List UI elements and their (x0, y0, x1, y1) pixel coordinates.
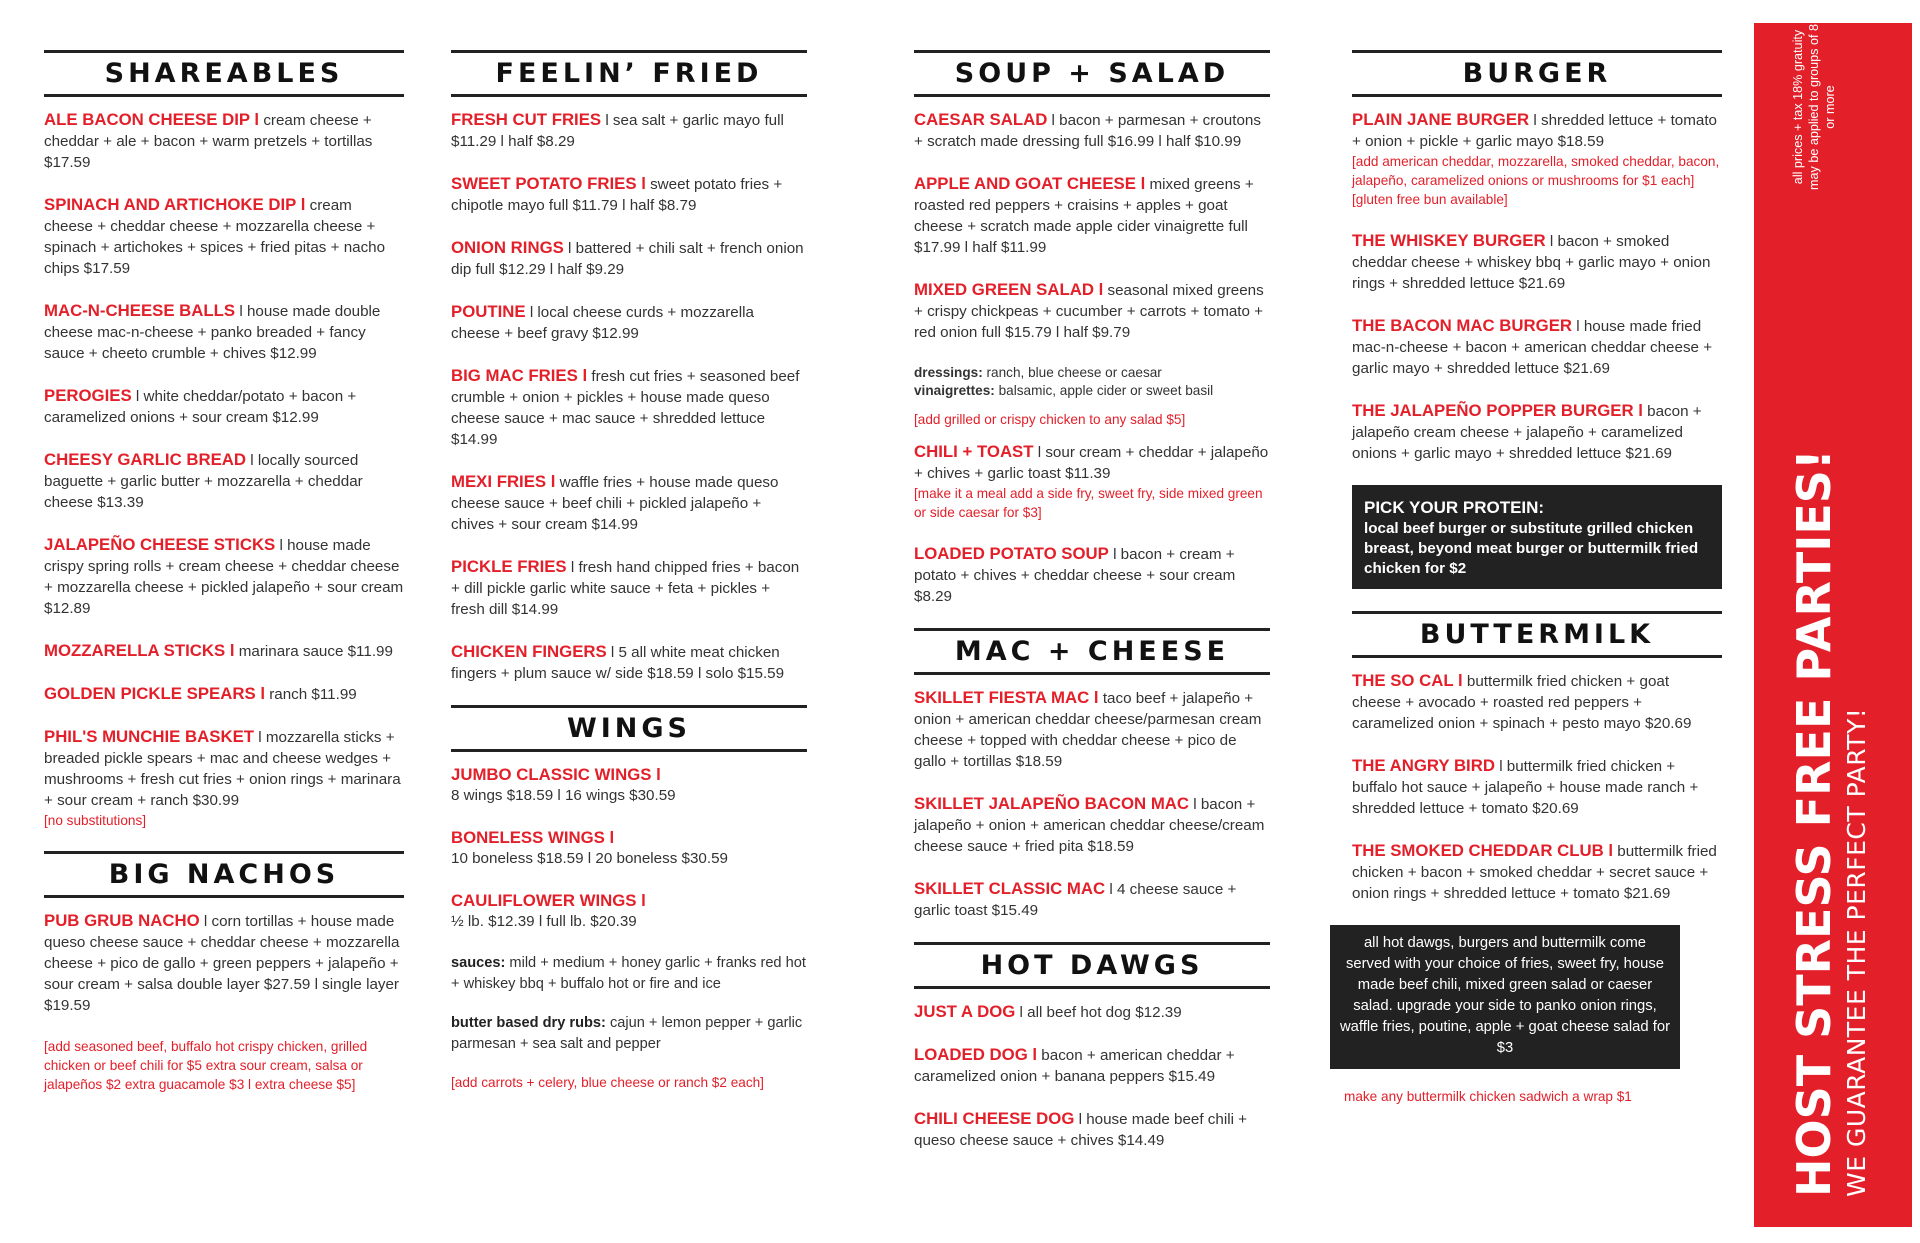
item-desc: l house made beef chili + queso cheese sauce + chives $14.49 (914, 1111, 1248, 1149)
item-desc: l sea salt + garlic mayo full $11.29 l half $8.29 (451, 112, 784, 150)
menu-item (914, 878, 1270, 921)
menu-item (451, 365, 807, 450)
item-desc: buttermilk fried chicken + goat cheese + avocado + roasted red peppers + caramelized onion + spinach + pesto mayo $20.69 (1352, 673, 1692, 732)
item-desc: l corn tortillas + house made queso cheese sauce + cheddar cheese + mozzarella cheese + pico de gallo + green peppers + jalapeño + sour cream + salsa double layer $27.59 l single layer $19.59 (44, 913, 400, 1014)
item-name: PUB GRUB NACHO (44, 911, 200, 930)
menu-item (1352, 670, 1722, 734)
item-desc: buttermilk fried chicken + bacon + smoked cheddar + secret sauce + onion rings + shredded lettuce + tomato $21.69 (1352, 843, 1717, 902)
item-desc: bacon + jalapeño cream cheese + jalapeño + caramelized onions + garlic mayo + shredded lettuce $21.69 (1352, 403, 1702, 462)
item-desc: marinara sauce $11.99 (234, 643, 393, 660)
item-desc: cream cheese + cheddar cheese + mozzarella cheese + spinach + artichokes + spices + fried pitas + nacho chips $17.59 (44, 197, 386, 277)
item-name: GOLDEN PICKLE SPEARS l (44, 684, 265, 703)
rubs-text: cajun + lemon pepper + garlic parmesan + sea salt and pepper (451, 1015, 803, 1052)
item-desc: bacon + american cheddar + caramelized onion + banana peppers $15.49 (914, 1047, 1235, 1085)
column-1 (44, 50, 404, 1094)
item-note: [make it a meal add a side fry, sweet fry, side mixed green or side caesar for $3] (914, 486, 1263, 520)
menu-item (451, 641, 807, 684)
item-name: THE JALAPEÑO POPPER BURGER l (1352, 401, 1643, 420)
wings-addons-note: [add carrots + celery, blue cheese or ranch $2 each] (451, 1075, 764, 1090)
item-name: CHILI + TOAST (914, 442, 1034, 461)
section-title-mac-cheese: MAC + CHEESE (914, 628, 1270, 675)
item-desc: l 4 cheese sauce + garlic toast $15.49 (914, 881, 1237, 919)
item-desc: l fresh hand chipped fries + bacon + dill pickle garlic white sauce + feta + pickles + fresh dill $14.99 (451, 559, 800, 618)
item-name: CAULIFLOWER WINGS l (451, 891, 646, 910)
vinaigrettes-text: balsamic, apple cider or sweet basil (994, 383, 1214, 398)
item-name: JUMBO CLASSIC WINGS l (451, 765, 661, 784)
item-desc: l sour cream + cheddar + jalapeño + chives + garlic toast $11.39 (914, 444, 1269, 482)
section-title-shareables: SHAREABLES (44, 50, 404, 97)
item-name: MAC-N-CHEESE BALLS (44, 301, 236, 320)
item-desc: mixed greens + roasted red peppers + craisins + apples + goat cheese + scratch made apple cider vinaigrette full $17.99 l half $11.99 (914, 176, 1254, 256)
menu-item (914, 279, 1270, 343)
sides-info-box: all hot dawgs, burgers and buttermilk come served with your choice of fries, sweet fry, house made beef chili, mixed green salad or caeser salad. upgrade your side to panko onion rings, waffle fries, poutine, apple + goat cheese salad for $3 (1330, 925, 1680, 1069)
menu-item (914, 1001, 1270, 1023)
item-desc: l house made fried mac-n-cheese + bacon + american cheddar cheese + garlic mayo + shredded lettuce $21.69 (1352, 318, 1713, 377)
item-desc: l local cheese curds + mozzarella cheese + beef gravy $12.99 (451, 304, 754, 342)
item-desc: l bacon + cream + potato + chives + cheddar cheese + sour cream $8.29 (914, 546, 1236, 605)
item-name: CHILI CHEESE DOG (914, 1109, 1075, 1128)
menu-item (44, 300, 404, 364)
wing-dry-rubs (451, 1013, 807, 1055)
menu-item (914, 687, 1270, 772)
dressings-list (914, 364, 1270, 382)
menu-item (914, 109, 1270, 152)
item-desc: waffle fries + house made queso cheese sauce + beef chili + pickled jalapeño + chives + sour cream $14.99 (451, 474, 779, 533)
menu-item (451, 471, 807, 535)
menu-item (44, 449, 404, 513)
menu-item (914, 1044, 1270, 1087)
menu-item (914, 441, 1270, 522)
menu-item (451, 556, 807, 620)
menu-item (44, 640, 404, 662)
item-desc: seasonal mixed greens + crispy chickpeas + cucumber + carrots + tomato + red onion full $15.79 l half $9.79 (914, 282, 1264, 341)
item-desc: l bacon + parmesan + croutons + scratch made dressing full $16.99 l half $10.99 (914, 112, 1261, 150)
item-name: POUTINE (451, 302, 526, 321)
menu-item (1352, 400, 1722, 464)
item-name: CAESAR SALAD (914, 110, 1048, 129)
vinaigrettes-label: vinaigrettes: (914, 383, 995, 398)
item-name: PEROGIES (44, 386, 132, 405)
item-name: MEXI FRIES l (451, 472, 556, 491)
rubs-label: butter based dry rubs: (451, 1015, 606, 1031)
column-4 (1340, 50, 1722, 1106)
menu-item (44, 534, 404, 619)
menu-item (44, 726, 404, 830)
item-desc: l white cheddar/potato + bacon + caramelized onions + sour cream $12.99 (44, 388, 357, 426)
item-name: BIG MAC FRIES l (451, 366, 588, 385)
banner-title: HOST STRESS FREE PARTIES! (1787, 449, 1841, 1197)
menu-item (1352, 109, 1722, 209)
menu-item (451, 301, 807, 344)
item-name: THE BACON MAC BURGER (1352, 316, 1573, 335)
item-name: APPLE AND GOAT CHEESE l (914, 174, 1146, 193)
menu-item (451, 890, 807, 932)
item-name: JALAPEÑO CHEESE STICKS (44, 535, 276, 554)
item-desc: l bacon + smoked cheddar cheese + whiskey bbq + garlic mayo + onion rings + shredded lettuce $21.69 (1352, 233, 1711, 292)
item-note: [add american cheddar, mozzarella, smoked cheddar, bacon, jalapeño, caramelized onions or mushrooms for $1 each] [gluten free bun available] (1352, 154, 1720, 207)
item-desc: fresh cut fries + seasoned beef crumble + onion + pickles + house made queso cheese sauce + mac sauce + shredded lettuce $14.99 (451, 368, 800, 448)
item-name: BONELESS WINGS l (451, 828, 615, 847)
tax-gratuity-note: all prices + tax 18% gratuity may be applied to groups of 8 or more (1791, 24, 1837, 190)
wing-sauces (451, 953, 807, 995)
menu-item (914, 173, 1270, 258)
item-name: THE WHISKEY BURGER (1352, 231, 1546, 250)
menu-item (1352, 840, 1722, 904)
item-name: SKILLET JALAPEÑO BACON MAC (914, 794, 1190, 813)
nachos-addons-note: [add seasoned beef, buffalo hot crispy chicken, grilled chicken or beef chili for $5 extra sour cream, salsa or jalapeños $2 extra guacamole $3 l extra cheese $5] (44, 1039, 368, 1092)
menu-item (451, 827, 807, 869)
menu-item (44, 109, 404, 173)
item-name: MIXED GREEN SALAD l (914, 280, 1104, 299)
item-name: PLAIN JANE BURGER (1352, 110, 1530, 129)
wrap-note: make any buttermilk chicken sadwich a wrap $1 (1344, 1089, 1632, 1104)
item-name: MOZZARELLA STICKS l (44, 641, 235, 660)
menu-item (451, 173, 807, 216)
banner-subtitle: WE GUARANTEE THE PERFECT PARTY! (1842, 707, 1871, 1197)
item-desc: taco beef + jalapeño + onion + american cheddar cheese/parmesan cream cheese + topped with cheddar cheese + pico de gallo + tortillas $18.59 (914, 690, 1262, 770)
item-desc: l buttermilk fried chicken + buffalo hot sauce + jalapeño + house made ranch + shredded lettuce + tomato $20.69 (1352, 758, 1699, 817)
item-desc: l battered + chili salt + french onion dip full $12.29 l half $9.29 (451, 240, 804, 278)
item-desc: ranch $11.99 (264, 686, 357, 703)
menu-item (44, 683, 404, 705)
item-desc: l all beef hot dog $12.39 (1015, 1004, 1182, 1021)
item-name: LOADED POTATO SOUP (914, 544, 1109, 563)
section-title-big-nachos: BIG NACHOS (44, 851, 404, 898)
menu-item (914, 1108, 1270, 1151)
item-name: SKILLET FIESTA MAC l (914, 688, 1099, 707)
item-name: SPINACH AND ARTICHOKE DIP l (44, 195, 306, 214)
menu-item (1352, 755, 1722, 819)
section-title-burger: BURGER (1352, 50, 1722, 97)
dressings-text: ranch, blue cheese or caesar (982, 365, 1162, 380)
item-name: ONION RINGS (451, 238, 564, 257)
item-name: JUST A DOG (914, 1002, 1016, 1021)
banner-rotated-content (1754, 23, 1912, 1227)
item-name: LOADED DOG l (914, 1045, 1038, 1064)
item-name: SKILLET CLASSIC MAC (914, 879, 1106, 898)
menu-item (914, 543, 1270, 607)
column-2 (451, 50, 807, 1092)
item-desc: l house made crispy spring rolls + cream cheese + cheddar cheese + mozzarella cheese + pickled jalapeño + sour cream $12.89 (44, 537, 404, 617)
item-desc: sweet potato fries + chipotle mayo full $11.79 l half $8.79 (451, 176, 783, 214)
item-desc: ½ lb. $12.39 l full lb. $20.39 (451, 913, 637, 930)
item-name: THE ANGRY BIRD (1352, 756, 1495, 775)
item-name: SWEET POTATO FRIES l (451, 174, 646, 193)
item-name: PHIL'S MUNCHIE BASKET (44, 727, 255, 746)
menu-item (451, 237, 807, 280)
salad-addons-note: [add grilled or crispy chicken to any salad $5] (914, 412, 1186, 427)
item-name: FRESH CUT FRIES (451, 110, 602, 129)
item-name: ALE BACON CHEESE DIP l (44, 110, 260, 129)
item-desc: cream cheese + cheddar + ale + bacon + warm pretzels + tortillas $17.59 (44, 112, 373, 171)
menu-item (914, 793, 1270, 857)
menu-item (1352, 230, 1722, 294)
item-desc: l mozzarella sticks + breaded pickle spears + mac and cheese wedges + mushrooms + fresh cut fries + onion rings + marinara + sour cream + ranch $30.99 (44, 729, 401, 809)
item-desc: 8 wings $18.59 l 16 wings $30.59 (451, 787, 676, 804)
vinaigrettes-list (914, 382, 1270, 400)
pick-protein-title: PICK YOUR PROTEIN: (1364, 498, 1545, 517)
item-desc: 10 boneless $18.59 l 20 boneless $30.59 (451, 850, 728, 867)
item-desc: l bacon + jalapeño + onion + american cheddar cheese/cream cheese sauce + fried pita $18.59 (914, 796, 1265, 855)
dressings-label: dressings: (914, 365, 983, 380)
side-banner (1754, 23, 1912, 1227)
section-title-soup-salad: SOUP + SALAD (914, 50, 1270, 97)
menu-item (1352, 315, 1722, 379)
menu-item (44, 194, 404, 279)
menu-item (44, 385, 404, 428)
item-name: THE SMOKED CHEDDAR CLUB l (1352, 841, 1614, 860)
menu-item (44, 910, 404, 1016)
sauces-text: mild + medium + honey garlic + franks red hot + whiskey bbq + buffalo hot or fire and ice (451, 955, 806, 992)
section-title-buttermilk: BUTTERMILK (1352, 611, 1722, 658)
menu-item (451, 109, 807, 152)
pick-protein-box (1352, 485, 1722, 589)
sauces-label: sauces: (451, 955, 506, 971)
item-desc: l house made double cheese mac-n-cheese + panko breaded + fancy sauce + cheeto crumble + chives $12.99 (44, 303, 381, 362)
item-desc: l 5 all white meat chicken fingers + plum sauce w/ side $18.59 l solo $15.59 (451, 644, 785, 682)
section-title-wings: WINGS (451, 705, 807, 752)
item-name: PICKLE FRIES (451, 557, 567, 576)
item-note: [no substitutions] (44, 813, 147, 828)
item-desc: l shredded lettuce + tomato + onion + pickle + garlic mayo $18.59 (1352, 112, 1718, 150)
pick-protein-text: local beef burger or substitute grilled chicken breast, beyond meat burger or buttermilk fried chicken for $2 (1364, 520, 1699, 577)
menu-item (451, 764, 807, 806)
column-3 (914, 50, 1270, 1172)
item-name: CHICKEN FINGERS (451, 642, 607, 661)
section-title-hot-dawgs: HOT DAWGS (914, 942, 1270, 989)
item-desc: l locally sourced baguette + garlic butter + mozzarella + cheddar cheese $13.39 (44, 452, 363, 511)
item-name: THE SO CAL l (1352, 671, 1463, 690)
item-name: CHEESY GARLIC BREAD (44, 450, 247, 469)
section-title-feelin-fried: FEELIN’ FRIED (451, 50, 807, 97)
